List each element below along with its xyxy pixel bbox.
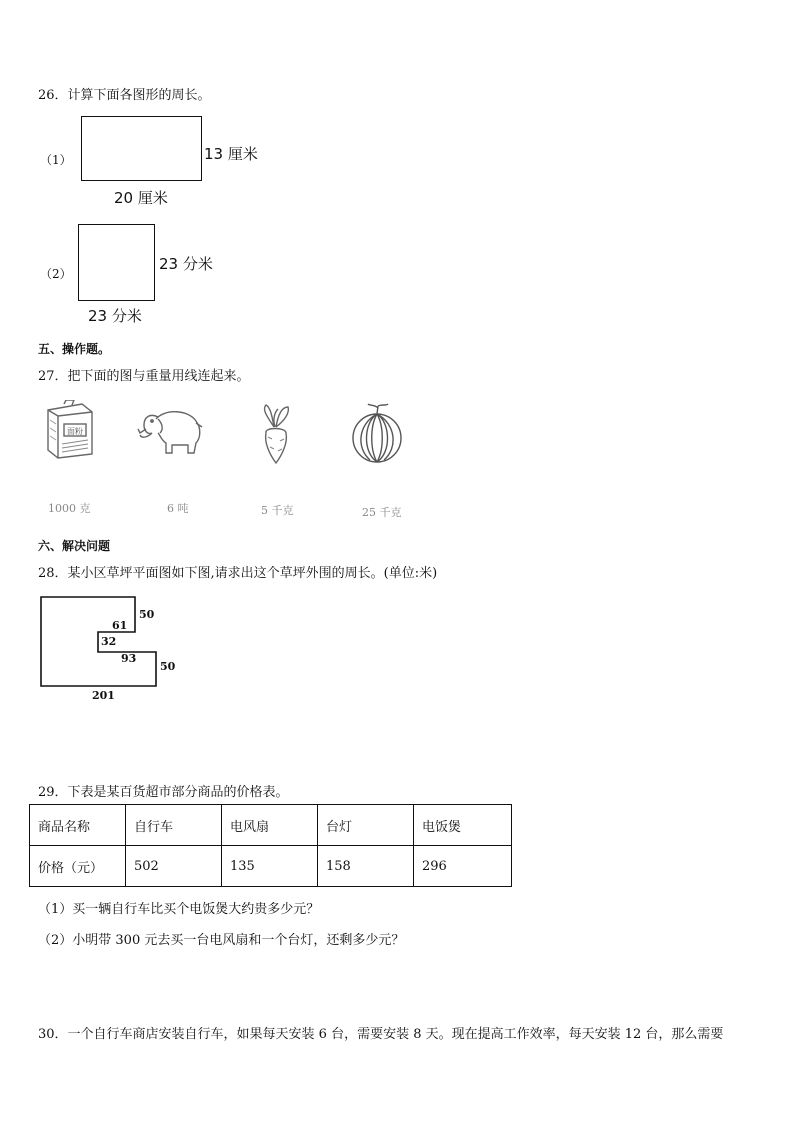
table-cell: 电饭煲 bbox=[414, 805, 512, 846]
table-row bbox=[30, 846, 512, 887]
weight-label-5kg: 5 千克 bbox=[261, 504, 294, 517]
elephant-icon bbox=[136, 405, 206, 457]
lawn-plan-figure bbox=[38, 594, 178, 704]
q29-sub-question-2: （2）小明带 300 元去买一台电风扇和一个台灯，还剩多少元？ bbox=[38, 933, 405, 948]
flour-bag-icon bbox=[42, 400, 98, 462]
square-figure bbox=[78, 224, 155, 301]
table-cell: 502 bbox=[126, 846, 222, 887]
table-cell: 电风扇 bbox=[222, 805, 318, 846]
table-cell: 自行车 bbox=[126, 805, 222, 846]
q30-prompt: 30．一个自行车商店安装自行车，如果每天安装 6 台，需要安装 8 天。现在提高工作效率，每天安装 12 台，那么需要 bbox=[38, 1027, 724, 1042]
lawn-label-bottom-right: 50 bbox=[160, 660, 176, 673]
price-table bbox=[29, 804, 512, 887]
weight-label-25kg: 25 千克 bbox=[362, 506, 402, 519]
lawn-label-top-right: 50 bbox=[139, 608, 155, 621]
table-header-row bbox=[30, 805, 512, 846]
q26-item2-number: （2） bbox=[40, 267, 72, 281]
table-cell: 296 bbox=[414, 846, 512, 887]
lawn-label-mid-left: 32 bbox=[101, 635, 117, 648]
table-cell: 台灯 bbox=[318, 805, 414, 846]
section-6-heading: 六、解决问题 bbox=[38, 539, 111, 553]
flour-bag-text: 面粉 bbox=[67, 427, 83, 436]
q26-prompt: 26．计算下面各图形的周长。 bbox=[38, 88, 211, 103]
table-cell: 135 bbox=[222, 846, 318, 887]
square-bottom-label: 23 分米 bbox=[88, 307, 142, 325]
q27-prompt: 27．把下面的图与重量用线连起来。 bbox=[38, 369, 250, 384]
rectangle-width-label: 20 厘米 bbox=[114, 189, 168, 207]
q29-sub-question-1: （1）买一辆自行车比买个电饭煲大约贵多少元？ bbox=[38, 902, 320, 917]
rectangle-figure bbox=[81, 116, 202, 181]
q29-prompt: 29．下表是某百货超市部分商品的价格表。 bbox=[38, 785, 289, 800]
weight-label-6t: 6 吨 bbox=[167, 502, 189, 515]
table-cell: 价格（元） bbox=[30, 846, 126, 887]
lawn-label-bottom: 201 bbox=[92, 689, 115, 702]
lawn-label-top-inner: 61 bbox=[112, 619, 128, 632]
q28-prompt: 28．某小区草坪平面图如下图,请求出这个草坪外围的周长。(单位:米) bbox=[38, 566, 438, 581]
weight-label-1000g: 1000 克 bbox=[48, 502, 91, 515]
table-cell: 158 bbox=[318, 846, 414, 887]
table-cell: 商品名称 bbox=[30, 805, 126, 846]
section-5-heading: 五、操作题。 bbox=[38, 342, 111, 356]
q26-item1-number: （1） bbox=[40, 153, 72, 167]
rectangle-height-label: 13 厘米 bbox=[204, 145, 258, 163]
radish-icon bbox=[254, 403, 298, 465]
watermelon-icon bbox=[350, 402, 404, 464]
lawn-label-mid-inner: 93 bbox=[121, 652, 137, 665]
square-side-label: 23 分米 bbox=[159, 255, 213, 273]
